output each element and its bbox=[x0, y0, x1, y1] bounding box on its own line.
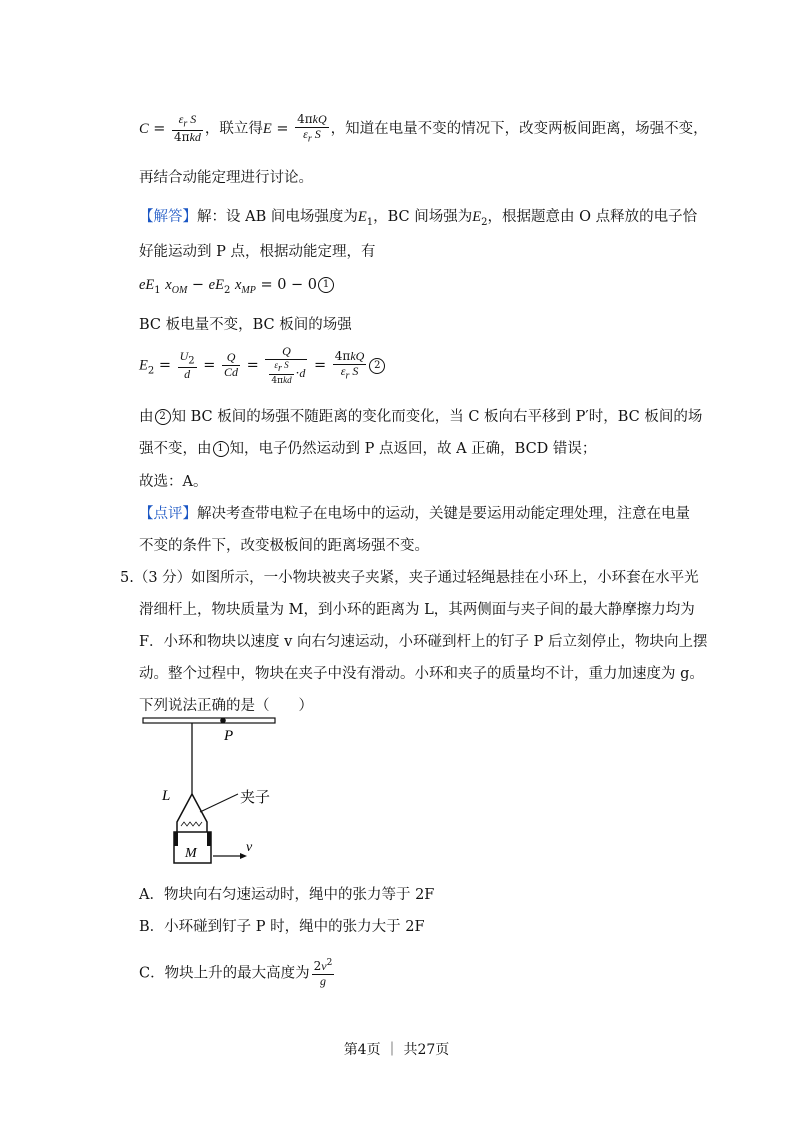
text-line-8: 由 2 知 BC 板间的场强不随距离的变化而变化，当 C 板向右平移到 P′时，BC 板间的场 bbox=[139, 409, 703, 425]
q5-line-2: 滑细杆上，物块质量为 M，到小环的距离为 L，其两侧面与夹子间的最大静摩擦力均为 bbox=[139, 602, 695, 618]
answer-line: 【解答】解：设 AB 间电场强度为$E_1$，BC 间场强为$E_2$，根据题意由 O 点释放的电子恰 bbox=[139, 209, 698, 228]
equation-2: $E_2$ = $\frac{U_2}{d}$ = $\frac{Q}{Cd}$ = Q $\frac{\varepsilon_r S}{\text{4πkd}}$ ·d = $\frac{\text{4πkQ}}{\varepsilon_r S}$ 2 bbox=[139, 345, 386, 386]
review-line: 【点评】解决考查带电粒子在电场中的运动，关键是要运用动能定理处理，注意在电量 bbox=[139, 506, 690, 522]
rod bbox=[143, 718, 275, 723]
pendulum-figure bbox=[140, 710, 320, 870]
nail-P bbox=[220, 718, 226, 724]
option-c: C．物块上升的最大高度为 $\frac{2v^2}{g}$ bbox=[139, 958, 333, 988]
circle-number-1: 1 bbox=[318, 277, 334, 293]
text-line-9: 强不变，由 1 知，电子仍然运动到 P 点返回，故 A 正确，BCD 错误； bbox=[139, 441, 597, 457]
q5-line-5: 下列说法正确的是（ ） bbox=[139, 698, 313, 714]
label-P: P bbox=[224, 728, 234, 744]
clip-pointer bbox=[200, 794, 238, 812]
clip-spring bbox=[181, 822, 202, 826]
text-line-6: BC 板电量不变，BC 板间的场强 bbox=[139, 317, 352, 333]
text-line-4: 好能运动到 P 点，根据动能定理，有 bbox=[139, 244, 376, 260]
circle-number-2: 2 bbox=[369, 358, 385, 374]
review-tag: 【点评】 bbox=[139, 506, 197, 522]
equation-1: $eE_1$ $x_{OM} - eE_2$ $x_{MP} = 0 - 0$ 1 bbox=[139, 277, 335, 296]
page-footer: 第4页 ｜ 共27页 bbox=[343, 1042, 450, 1058]
label-v: v bbox=[246, 840, 253, 855]
label-L: L bbox=[162, 788, 171, 804]
q5-line-1: 5.（3 分）如图所示，一小物块被夹子夹紧，夹子通过轻绳悬挂在小环上，小环套在水平光 bbox=[120, 570, 699, 586]
formula-line-1: C = $\frac{\varepsilon_r S}{\text{4πkd}}$ ，联立得E = $\frac{\text{4πkQ}}{\varepsilon_r S}$ ，知道在电量不变的情况下，改变两板间距离，场强不变， bbox=[139, 112, 708, 145]
text-line-2: 再结合动能定理进行讨论。 bbox=[139, 170, 313, 186]
option-b: B．小环碰到钉子 P 时，绳中的张力大于 2F bbox=[139, 919, 425, 935]
text-line-12: 不变的条件下，改变极板间的距离场强不变。 bbox=[139, 538, 429, 554]
text-line-10: 故选：A。 bbox=[139, 474, 208, 490]
label-clip: 夹子 bbox=[240, 788, 271, 806]
answer-tag: 【解答】 bbox=[139, 209, 197, 225]
label-M: M bbox=[185, 846, 197, 861]
clip-arms bbox=[177, 794, 207, 836]
q5-line-4: 动。整个过程中，物块在夹子中没有滑动。小环和夹子的质量均不计，重力加速度为 g。 bbox=[139, 666, 704, 682]
option-a: A．物块向右匀速运动时，绳中的张力等于 2F bbox=[139, 887, 435, 903]
q5-line-3: F．小环和物块以速度 v 向右匀速运动，小环碰到杆上的钉子 P 后立刻停止，物块向上摆 bbox=[139, 634, 708, 650]
